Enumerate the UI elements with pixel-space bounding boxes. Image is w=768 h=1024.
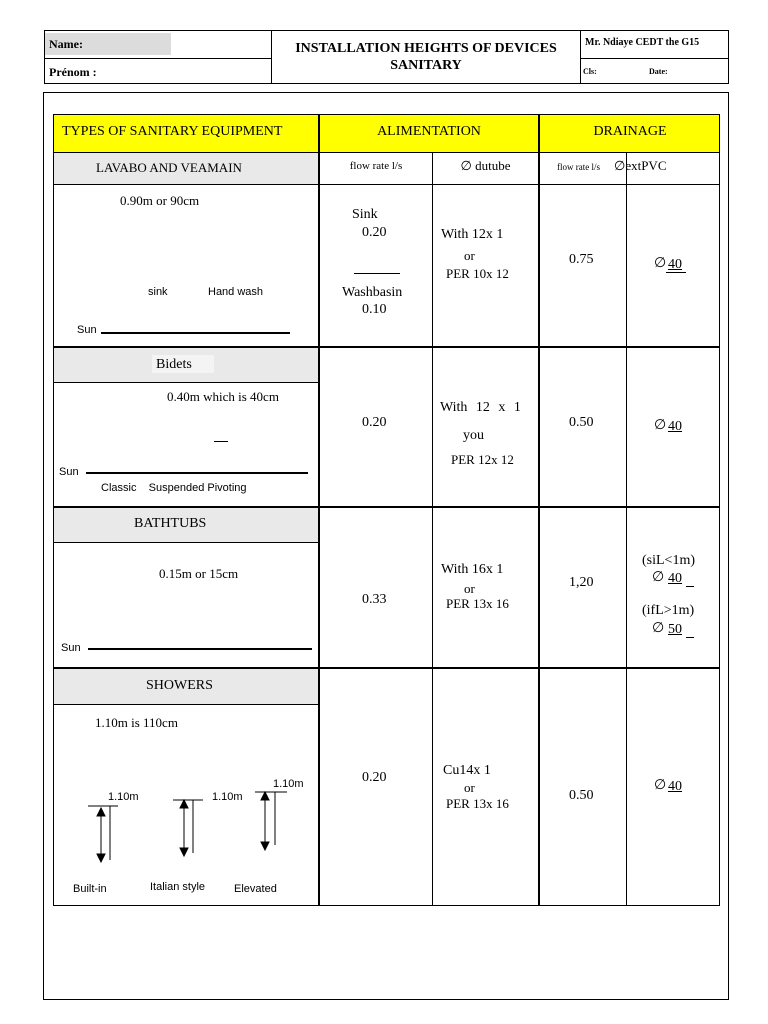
lavabo-label-sun: Sun <box>77 324 97 336</box>
bathtubs-pvc1: 40 <box>668 571 682 586</box>
showers-label-italian: Italian style <box>150 881 206 893</box>
bidets-tube-l3: PER 12x 12 <box>451 452 514 467</box>
bidets-pvc-symbol: ∅ <box>654 418 667 433</box>
bidets-drain-flow: 0.50 <box>569 415 594 430</box>
bathtubs-title: BATHTUBS <box>134 516 207 531</box>
bathtubs-tube-l2: or <box>464 581 475 596</box>
lavabo-height: 0.90m or 90cm <box>120 193 200 208</box>
bathtubs-pvc2: 50 <box>668 622 682 637</box>
showers-pvc: 40 <box>668 779 682 794</box>
col-supply-header: ALIMENTATION <box>377 124 481 139</box>
bidets-pvc: 40 <box>668 419 682 434</box>
bidets-title: Bidets <box>156 357 192 372</box>
teacher-name: Mr. Ndiaye CEDT the G15 <box>585 37 700 48</box>
showers-tube-l2: or <box>464 780 475 795</box>
showers-tube-l1: Cu14x 1 <box>443 763 491 778</box>
lavabo-tube-l3: PER 10x 12 <box>446 266 509 281</box>
col-drain-header: DRAINAGE <box>593 124 667 139</box>
sub-flow-supply: flow rate l/s <box>349 160 403 172</box>
lavabo-tube-l2: or <box>464 248 475 263</box>
bathtubs-pvc2-symbol: ∅ <box>652 621 665 636</box>
lavabo-flow-sink-label: Sink <box>352 207 378 222</box>
lavabo-flow-sink: 0.20 <box>362 225 387 240</box>
sub-flow-drain: flow rate l/s <box>557 162 600 172</box>
showers-title: SHOWERS <box>146 678 213 693</box>
showers-drain-flow: 0.50 <box>569 788 594 803</box>
class-label: Cls: <box>583 67 597 76</box>
lavabo-tube-l1: With 12x 1 <box>441 227 504 242</box>
bathtubs-label-sun: Sun <box>61 642 81 654</box>
showers-label-elevated: Elevated <box>234 883 277 895</box>
lavabo-flow-washbasin: 0.10 <box>362 302 387 317</box>
bathtubs-tube-l1: With 16x 1 <box>441 562 504 577</box>
name-label: Name: <box>49 37 83 51</box>
bidets-labels: Classic Suspended Pivoting <box>101 482 247 494</box>
title-line-2: SANITARY <box>390 58 462 73</box>
bidets-tube-l1: With 12 x 1 <box>440 400 521 415</box>
bathtubs-drain-flow: 1,20 <box>569 575 594 590</box>
col-types-header: TYPES OF SANITARY EQUIPMENT <box>62 124 283 139</box>
showers-dim2: 1.10m <box>212 791 243 803</box>
prenom-label: Prénom : <box>49 65 97 79</box>
lavabo-pvc: 40 <box>668 257 682 272</box>
bathtubs-cond2: (ifL>1m) <box>642 603 695 618</box>
bathtubs-pvc1-symbol: ∅ <box>652 570 665 585</box>
bidets-height: 0.40m which is 40cm <box>167 389 279 404</box>
date-label: Date: <box>649 67 668 76</box>
showers-flow: 0.20 <box>362 770 387 785</box>
sub-pvc-diameter: ∅extPVC <box>614 158 667 173</box>
showers-label-builtin: Built-in <box>73 883 107 895</box>
showers-tube-l3: PER 13x 16 <box>446 796 509 811</box>
bathtubs-height: 0.15m or 15cm <box>159 566 239 581</box>
showers-pvc-symbol: ∅ <box>654 778 667 793</box>
lavabo-drain-flow: 0.75 <box>569 252 594 267</box>
lavabo-title: LAVABO AND VEAMAIN <box>96 160 242 175</box>
showers-height: 1.10m is 110cm <box>95 715 178 730</box>
lavabo-flow-washbasin-label: Washbasin <box>342 285 403 300</box>
bathtubs-flow: 0.33 <box>362 592 387 607</box>
lavabo-label-sink: sink <box>148 286 168 298</box>
bidets-label-sun: Sun <box>59 466 79 478</box>
showers-dim3: 1.10m <box>273 778 304 790</box>
bidets-flow: 0.20 <box>362 415 387 430</box>
sub-tube-diameter: ∅ dutube <box>460 158 511 173</box>
lavabo-label-handwash: Hand wash <box>208 286 264 298</box>
title-line-1: INSTALLATION HEIGHTS OF DEVICES <box>295 41 557 56</box>
bathtubs-tube-l3: PER 13x 16 <box>446 596 509 611</box>
bathtubs-cond1: (siL<1m) <box>642 553 695 568</box>
lavabo-pvc-symbol: ∅ <box>654 256 667 271</box>
showers-dim1: 1.10m <box>108 791 139 803</box>
bidets-tube-l2: you <box>463 428 484 443</box>
